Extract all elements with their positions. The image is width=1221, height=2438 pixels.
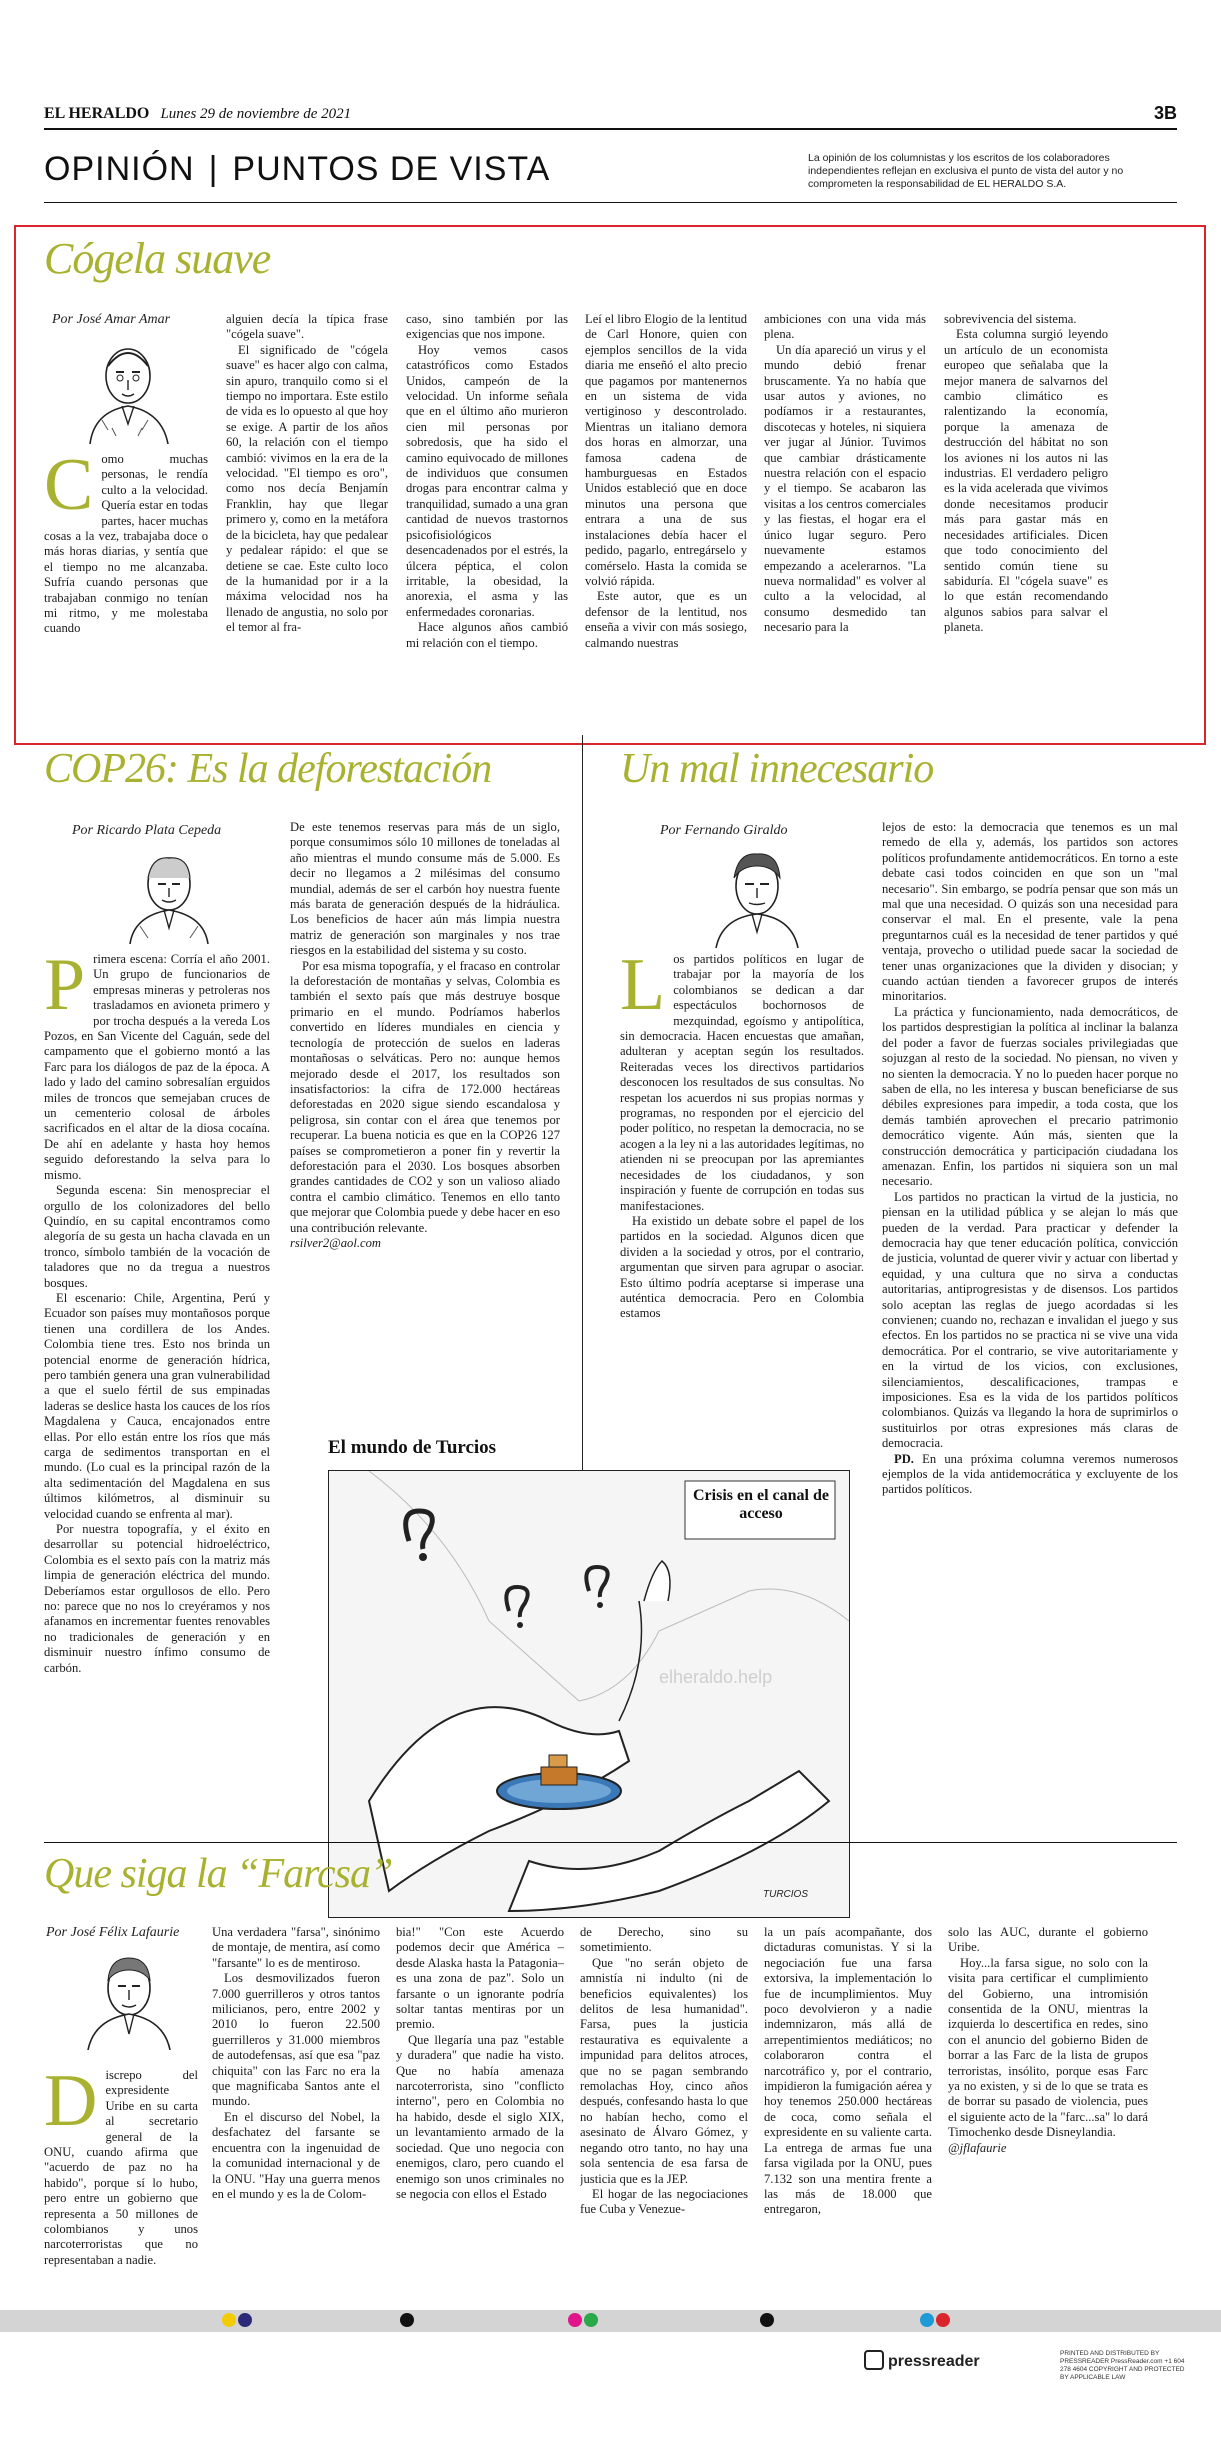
author-portrait-amar [82,340,174,444]
paragraph: rimera escena: Corría el año 2001. Un grupo de funcionarios de empresas mineras y petroleras nos trasladamos en avioneta primero y por trocha después a la vereda Los Pozos, en San Vicente del Caguán, sede del campamento que el gobierno montó a las Farc para los diálogos de paz de la época. A lado y lado del camino sobresalían erguidos miles de troncos que semejaban cruces de un cementerio colosal de árboles sacrificados en el altar de la diosa cocaína. De ahí en adelante y hasta hoy hemos seguido deforestando la selva para lo mismo. [44,952,270,1182]
paragraph: Un día apareció un virus y el mundo debió frenar bruscamente. Ya no había que usar autos y aviones, no podíamos ir a restaurantes, discotecas y hoteles, ni siquiera ver jugar al Júnior. Tuvimos que cambiar drásticamente nuestra relación con el espacio y el tiempo. Se acabaron las visitas a los centros comerciales y las fiestas, el hogar era el único lugar seguro. Pero nuevamente estamos empezando a acelerarnos. "La nueva normalidad" es volver al culto a la velocidad, al consumo desmedido tan necesario para la [764,342,926,635]
paragraph: omo muchas personas, le rendía culto a la velocidad. Quería estar en todas partes, hacer muchas cosas a la vez, trabajaba doce o más horas diarias, y sentía que el tiempo no me alcanzaba. Sufría cuando personas que trabajaban conmigo no tenían mi ritmo, y me molestaba cuando [44,452,208,636]
dropcap-cogela: C [44,452,94,526]
paragraph: Que llegaría una paz "estable y duradera" que nadie ha visto. Que no había amenaza narcoterrorista, sino "conflicto interno", pero en Colombia no ha habido, desde el siglo XIX, un levantamiento armado de la sociedad. Que uno negocia con enemigos, claro, pero cuando el enemigo son unos criminales no se negocia con ellos el Estado [396,2032,564,2201]
paragraph: solo las AUC, durante el gobierno Uribe. [948,1925,1148,1955]
paragraph: La práctica y funcionamiento, nada democráticos, de los partidos desprestigian la política al inclinar la balanza del poder a favor de fuerzas sociales privilegiadas que sojuzgan al resto de la sociedad. No piensan, no viven y no sienten la democracia. Y no lo pueden hacer porque no saben de ella, no les interesa y buscan beneficiarse de sus débiles expresiones para impedir, a toda costa, que los demás también aprovechen el precario patrimonio democrático vigente. Aún más, sienten que la construcción democrática y participación ciudadana los amenazan. Enfin, los partidos ni siquiera son un mal necesario. [882,1004,1178,1189]
paragraph: El significado de "cógela suave" es hacer algo con calma, sin apuro, tranquilo como si el tiempo no importara. Este estilo de vida es lo opuesto al que hoy se exige. A partir de los años 60, la relación con el tiempo cambió: vivimos en la era de la velocidad. "El tiempo es oro", como nos decía Benjamín Franklin, hay que llegar primero y, como en la metáfora de la bicicleta, hay que pedalear y pedalear rápido: el que se detiene se cae. Este culto loco de la humanidad por ir a la máxima velocidad nos ha llenado de angustia, no solo por el temor al fra- [226,342,388,635]
headline-farcsa: Que siga la “Farcsa” [44,1851,393,1897]
publication-date: Lunes 29 de noviembre de 2021 [160,106,352,122]
cartoon-section-title: El mundo de Turcios [328,1437,497,1458]
paragraph: bia!" "Con este Acuerdo podemos decir que América –desde Alaska hasta la Patagonia– es una zona de paz". Solo un farsante o un ignorante podría soltar tantas mentiras por un premio. [396,1925,564,2032]
paragraph: El escenario: Chile, Argentina, Perú y Ecuador son países muy montañosos porque tienen una cordillera de los Andes. Colombia tiene tres. Esto nos brinda un potencial enorme de generación hídrica, pero también genera una gran vulnerabilidad a que el suelo fértil de sus empinadas laderas se deslice hasta los cauces de los ríos Magdalena y Cauca, encajonados entre ellas. Por ello están entre los ríos que más carga de sedimentos transportan en el mundo. (Lo cual es la principal razón de la alta sedimentación del Magdalena en sus últimos kilómetros, al disminuir su velocidad cuando se enfrenta al mar). [44,1290,270,1521]
cartoon-caption: Crisis en el canal de acceso [693,1487,829,1522]
author-handle: @jflafaurie [948,2140,1007,2155]
farcsa-column-1 [44,2068,198,2308]
paragraph: En el discurso del Nobel, la desfachatez del farsante se encuentra con la ingenuidad de la comunidad internacional y de la ONU. "Hay una guerra menos en el mundo y es la de Colom- [212,2109,380,2201]
paragraph: Que "no serán objeto de amnistía ni indulto (ni de beneficios equivalentes) los delitos de lesa humanidad". Farsa, pues la justicia restaurativa es equivalente a impunidad para delitos atroces, que no se pagan sembrando remolachas Hoy, cinco años después, confesando hasta lo que no habían hecho, como el asesinato de Álvaro Gómez, y negando otro tanto, no hay una sola sentencia de esa farsa de justicia que es la JEP. [580,1955,748,2186]
paragraph: Por nuestra topografía, y el éxito en desarrollar su potencial hidroeléctrico, Colombia es el sexto país con la matriz más limpia de generación eléctrica del mundo. Deberíamos estar orgullosos de ello. Pero no: parece que no nos lo creyéramos y nos afanamos en incrementar fuentes renovables no tradicionales de generación y en disminuir nuestro ínfimo consumo de carbón. [44,1522,270,1675]
cogela-column-2 [226,312,388,732]
lower-rule [44,1842,1177,1843]
paragraph: la un país acompañante, dos dictaduras comunistas. Y si la negociación fue una farsa extorsiva, la implementación lo fue de incumplimientos. Muy poco devolvieron y a nadie indemnizaron, más allá de arrepentimientos mediáticos; no colaboraron contra el narcotráfico y, por el contrario, impidieron la fumigación aérea y hoy tenemos 250.000 hectáreas de coca, como señala el expresidente en su valiente carta. La entrega de armas fue una farsa vigilada por la ONU, pues 7.132 son una mentira frente a las más de 18.000 que entregaron, [764,1925,932,2217]
paragraph: Leí el libro Elogio de la lentitud de Carl Honore, quien con ejemplos sencillos de la vida diaria me enseñó el alto precio que pagamos por mantenernos en un sistema de vida vertiginoso y descontrolado. Mientras un italiano demora dos horas en almorzar, una famosa cadena de hamburguesas en Estados Unidos estableció que en doce minutos una persona que entrara a una de sus instalaciones debía hacer el pedido, pagarlo, entregárselo y comérselo. Hasta la comida se volvió rápida. [585,312,747,588]
registration-strip [0,2310,1221,2332]
section-title [44,150,550,189]
paragraph: De este tenemos reservas para más de un siglo, porque consumimos sólo 10 millones de toneladas al año mientras el mundo consume más de 5.000. Es decir no llegamos a 2 milésimas del consumo mundial, además de ser el carbón hoy nuestra fuente más barata de generación después de la hidráulica. Los beneficios de hacer aún más limpia nuestra matriz de generación son marginales y nos trae riesgos en la estabilidad del sistema y su costo. [290,820,560,958]
farcsa-column-2 [212,1925,380,2305]
registration-dot [568,2313,582,2327]
headline-mal-innecesario: Un mal innecesario [620,746,934,792]
paragraph: alguien decía la típica frase "cógela suave". [226,312,388,342]
section-separator: | [208,150,219,188]
headline-cop26: COP26: Es la deforestación [44,746,492,792]
author-portrait-giraldo [712,848,802,948]
disclaimer-text: La opinión de los columnistas y los escritos de los colaboradores independientes reflejan en exclusiva el punto de vista del autor y no comprometen la responsabilidad de EL HERALDO S.A. [808,152,1124,190]
publication-name: EL HERALDO [44,105,150,122]
registration-dot [400,2313,414,2327]
paragraph: Los desmovilizados fueron 7.000 guerrilleros y otros tantos milicianos, pero, entre 2002 y 2010 lo fueron 22.500 guerrilleros y 31.000 miembros de autodefensas, así que esa "paz chiquita" con las Farc no era la que magnificaba Santos ante el mundo. [212,1971,380,2109]
registration-dot [760,2313,774,2327]
cogela-column-3 [406,312,568,732]
postscript-text: En una próxima columna veremos numerosos ejemplos de la vida antidemocrática y excluyente de los partidos políticos. [882,1451,1178,1497]
byline-cop26: Por Ricardo Plata Cepeda [72,823,222,838]
page-number: 3B [1153,103,1177,123]
paragraph: Hoy...la farsa sigue, no solo con la visita para certificar el cumplimiento del Gobierno, una intromisión consentida de la ONU, mientras la izquierda lo descertifica en redes, sino con el anuncio del gobierno Biden de borrar a las Farc de la lista de grupos terroristas, insólito, porque esas Farc ya no existen, y si de lo que se trata es de borrar su pasado de violencia, pues el siguiente acto de la "farc...sa" lo dará Timochenko desde Disneylandia. [948,1955,1148,2140]
section-rule [44,202,1177,203]
paragraph: Los partidos no practican la virtud de la justicia, no piensan en la utilidad pública y se alejan lo más que pueden de la verdad. Para practicar y defender la democracia hay que tener educación política, convicción de justicia, voluntad de querer vivir y actuar con libertad y equidad, y una cultura que no sirva a conductas autoritarias, antiprogresistas y de disensos. Los partidos solo aceptan las reglas de juego acordadas si les convienen; cuando no, rechazan e invalidan el juego y sus efectos. En los partidos no se practica ni se vive una vida democrática. Por el contrario, se vive autoritariamente y en la virtud de los vicios, con exclusiones, silenciamientos, descalificaciones, trampas e imposiciones. Esa es la vida de los partidos políticos colombianos. Quizás va llegando la hora de suprimirlos o sustituirlos por otras expresiones más claras de democracia. [882,1189,1178,1451]
paragraph: os partidos políticos en lugar de trabajar por la mayoría de los colombianos se dedican a dar espectáculos bochornosos de mezquindad, egoísmo y antipolítica, sin democracia. Hacen encuestas que amañan, adulteran y aceptan según los resultados. Reiteradas veces los directivos partidarios desconocen los resultados de sus consultas. No respetan los acuerdos ni sus propias normas y programas, no responden por el ejercicio del poder político, no respetan la democracia, no se acogen a la ley ni a las autoridades legítimas, no atienden ni se preocupan por las apremiantes necesidades de los ciudadanos, y son inspiración y fuente de corrupción en todas sus manifestaciones. [620,952,864,1213]
paragraph: caso, sino también por las exigencias que nos impone. [406,312,568,342]
paragraph: Una verdadera "farsa", sinónimo de montaje, de mentira, así como "farsante" lo es de mentiroso. [212,1925,380,1970]
paragraph: ambiciones con una vida más plena. [764,312,926,342]
cogela-column-4 [585,312,747,732]
farcsa-column-3 [396,1925,564,2305]
byline-mal-innecesario: Por Fernando Giraldo [660,823,788,838]
masthead-bar [44,103,1177,125]
farcsa-column-5 [764,1925,932,2305]
mal-column-1 [620,952,864,1422]
editorial-cartoon [328,1470,850,1918]
paragraph: Esta columna surgió leyendo un artículo de un economista europeo que señalaba que la mejor manera de salvarnos del cambio climático es ralentizando la economía, porque la amenaza de destrucción del hábitat no son los aviones ni los autos ni las industrias. El verdadero peligro es la vida acelerada que vivimos donde necesitamos producir más para gastar más en necesidades artificiales. Dicen que todo conocimiento del sentido común tiene su sabiduría. El "cógela suave" es lo que están recomendando algunos sabios para salvar el planeta. [944,327,1108,635]
cogela-column-1 [44,452,208,732]
cop26-column-2 [290,820,560,1420]
paragraph: Hace algunos años cambió mi relación con el tiempo. [406,620,568,650]
registration-dot [936,2313,950,2327]
cartoonist-signature: TURCIOS [763,1889,808,1900]
farcsa-column-4 [580,1925,748,2305]
dropcap-farcsa: D [44,2068,98,2142]
paragraph: El hogar de las negociaciones fue Cuba y Venezue- [580,2186,748,2217]
registration-dot [584,2313,598,2327]
cogela-column-5 [764,312,926,732]
paragraph: Segunda escena: Sin menospreciar el orgullo de los colonizadores del bello Quindío, en su capital encontramos como alegoría de su gesta un hacha clavada en un tronco, símbolo también de la vocación de taladores que no da tregua a nuestros bosques. [44,1183,270,1290]
paragraph: Por esa misma topografía, y el fracaso en controlar la deforestación de montañas y selvas, Colombia es también el sexto país que más destruye bosque primario en el mundo. Podríamos haberlos convertido en líderes mundiales en ciencia y tecnología de protección de suelos en laderas montañosas o selváticas. Pero no: aunque hemos mejorado desde el 2017, los resultados son insatisfactorios: la cifra de 172.000 hectáreas deforestadas en 2020 sigue siendo escandalosa y peligrosa, sin contar con el área que tenemos por recuperar. La buena noticia es que en la COP26 127 países se comprometieron a poner fin y revertir la deforestación para el 2030. Los bosques absorben grandes cantidades de CO2 y son un valioso aliado contra el cambio climático. Tenemos en ello tanto que mejorar que Colombia puede y debe hacer en eso una contribución relevante. [290,958,560,1235]
byline-farcsa: Por José Félix Lafaurie [46,1925,180,1940]
headline-cogela: Cógela suave [44,234,271,283]
paragraph: sobrevivencia del sistema. [944,312,1077,326]
dropcap-mal: L [620,952,666,1026]
top-rule [44,128,1177,130]
pressreader-fineprint: PRINTED AND DISTRIBUTED BY PRESSREADER PressReader.com +1 604 278 4604 COPYRIGHT AND PROTECTED BY APPLICABLE LAW [1060,2350,1185,2381]
author-email: rsilver2@aol.com [290,1235,381,1250]
pressreader-brand: pressreader [888,2353,980,2370]
author-portrait-plata [124,848,214,944]
paragraph: Hoy vemos casos catastróficos como Estados Unidos, campeón de la velocidad. Un informe señala que en el último año murieron cien mil personas por sobredosis, que ha sido el camino equivocado de millones de individuos que consumen drogas para encontrar calma y tranquilidad, sumado a una gran cantidad de nuevos trastornos psicofisiológicos desencadenados por el estrés, la úlcera péptica, el colon irritable, la obesidad, la anorexia, el asma y las enfermedades coronarias. [406,342,568,619]
subsection-name: PUNTOS DE VISTA [232,150,551,188]
postscript-label: PD. [894,1451,914,1466]
paragraph: lejos de esto: la democracia que tenemos es un mal remedo de ella y, además, los partidos son actores políticos profundamente antidemocráticos. En torno a este debate casi todos coinciden en que son un "mal necesario". Sin embargo, se podría pensar que son más un mal que una necesidad. O quizás son una necesidad para conservar el mal. En el presente, vale la pena preguntarnos cuál es la necesidad de tener partidos y qué ventaja, provecho o utilidad puede sacar la sociedad de tener unas organizaciones que la dividen y disocian; y cuando actúan tienden a favorecer grupos de interés minoritarios. [882,820,1178,1004]
paragraph: de Derecho, sino su sometimiento. [580,1925,748,1955]
registration-dot [238,2313,252,2327]
registration-dot [920,2313,934,2327]
section-name: OPINIÓN [44,150,195,188]
author-portrait-lafaurie [84,1950,174,2050]
dropcap-cop26: P [44,952,86,1026]
farcsa-column-6 [948,1925,1148,2305]
paragraph: iscrepo del expresidente Uribe en su carta al secretario general de la ONU, cuando afirma que "acuerdo de paz no ha habido", porque sí lo hubo, pero entre un gobierno que representa a 50 millones de colombianos y unos narcoterroristas que no representaban a nadie. [44,2068,198,2267]
cogela-column-6 [944,312,1108,732]
pressreader-logo-icon [864,2350,884,2370]
cop26-column-1 [44,952,270,1830]
paragraph: Este autor, que es un defensor de la lentitud, nos enseña a vivir con más sosiego, calmando nuestras [585,589,747,650]
cartoon-watermark: elheraldo.help [659,1667,773,1687]
paragraph: Ha existido un debate sobre el papel de los partidos en la sociedad. Algunos dicen que dividen a la sociedad y otros, por el contrario, argumentan que sirven para agrupar o asociar. Esto último podría aceptarse si imperase una auténtica democracia. Pero en Colombia estamos [620,1213,864,1321]
mal-column-2 [882,820,1178,1830]
registration-dot [222,2313,236,2327]
byline-cogela: Por José Amar Amar [52,312,171,327]
